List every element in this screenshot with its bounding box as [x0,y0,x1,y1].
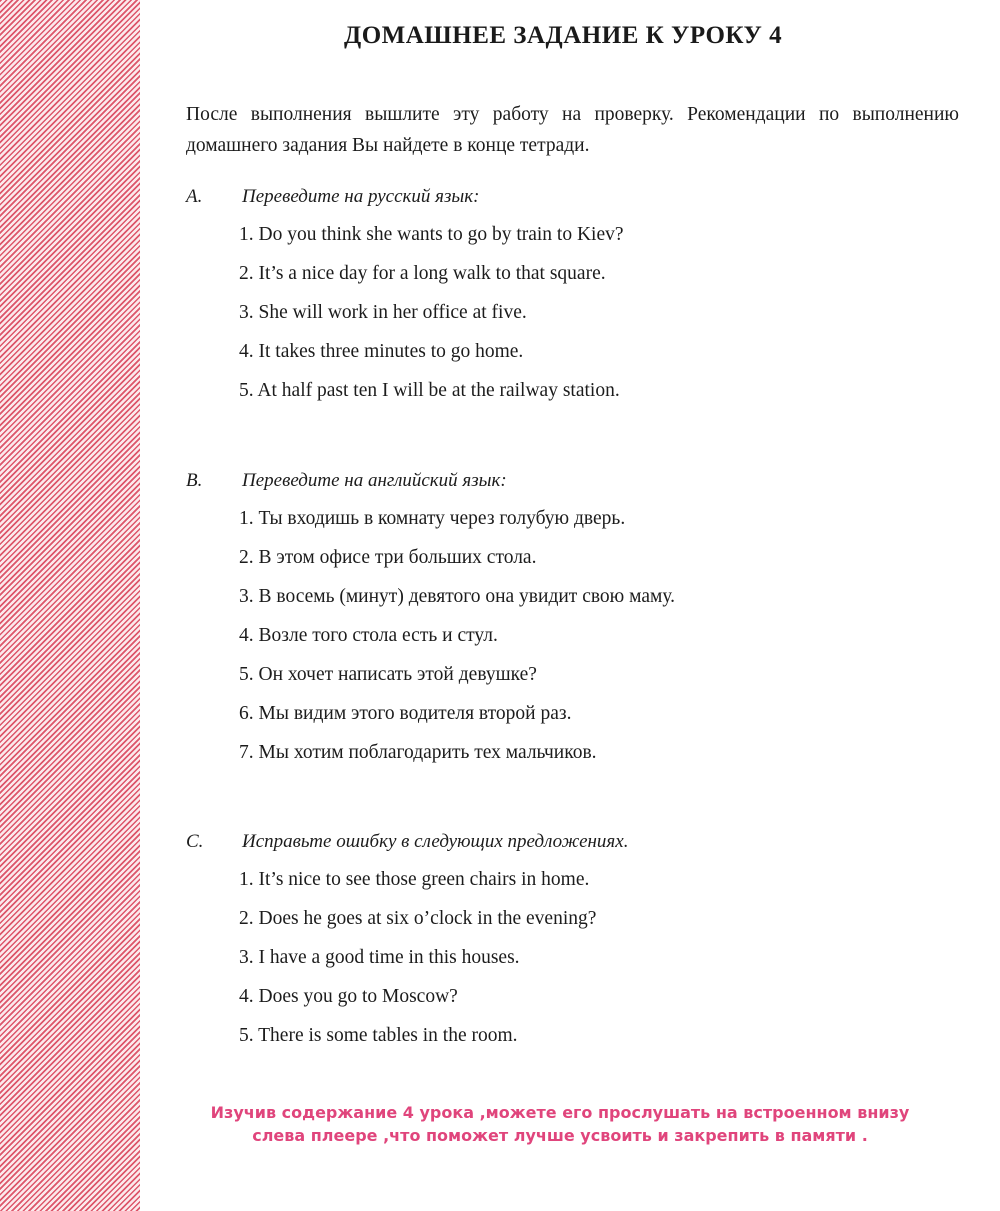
section-header [186,470,961,508]
exercise-item: 4. It takes three minutes to go home. [239,341,524,362]
section-letter: B. [186,470,203,491]
footer-note [160,1101,960,1147]
section-header [186,831,961,869]
exercise-item: 1. It’s nice to see those green chairs in home. [239,869,590,890]
exercise-item: 2. It’s a nice day for a long walk to that square. [239,263,606,284]
section-title: Исправьте ошибку в следующих предложениях. [242,831,629,852]
exercise-list [186,508,961,781]
section-b [186,470,961,781]
exercise-item: 7. Мы хотим поблагодарить тех мальчиков. [239,742,597,763]
exercise-item: 1. Ты входишь в комнату через голубую дверь. [239,508,626,529]
exercise-item: 2. Does he goes at six o’clock in the evening? [239,908,597,929]
exercise-item: 5. Он хочет написать этой девушке? [239,664,537,685]
section-c [186,831,961,1064]
exercise-item: 3. I have a good time in this houses. [239,947,520,968]
page-title: ДОМАШНЕЕ ЗАДАНИЕ К УРОКУ 4 [344,22,783,49]
section-title: Переведите на русский язык: [242,186,480,207]
exercise-item: 5. There is some tables in the room. [239,1025,518,1046]
section-title: Переведите на английский язык: [242,470,507,491]
section-letter: A. [186,186,203,207]
exercise-list [186,869,961,1064]
exercise-item: 3. She will work in her office at five. [239,302,527,323]
exercise-item: 3. В восемь (минут) девятого она увидит свою маму. [239,586,675,607]
footer-note-line: Изучив содержание 4 урока ,можете его прослушать на встроенном внизу [210,1103,910,1122]
exercise-item: 2. В этом офисе три больших стола. [239,547,537,568]
exercise-item: 6. Мы видим этого водителя второй раз. [239,703,572,724]
section-header [186,186,961,224]
homework-page [186,0,961,1211]
section-letter: C. [186,831,204,852]
section-a [186,186,961,419]
exercise-item: 1. Do you think she wants to go by train to Kiev? [239,224,624,245]
exercise-item: 5. At half past ten I will be at the railway station. [239,380,620,401]
exercise-list [186,224,961,419]
exercise-item: 4. Возле того стола есть и стул. [239,625,498,646]
exercise-item: 4. Does you go to Moscow? [239,986,458,1007]
intro-paragraph: После выполнения вышлите эту работу на проверку. Рекомендации по выполнению домашнего задания Вы найдете в конце тетради. [186,104,959,156]
decorative-margin-strip [0,0,140,1211]
footer-note-line: слева плеере ,что поможет лучше усвоить и закрепить в памяти . [252,1126,868,1145]
